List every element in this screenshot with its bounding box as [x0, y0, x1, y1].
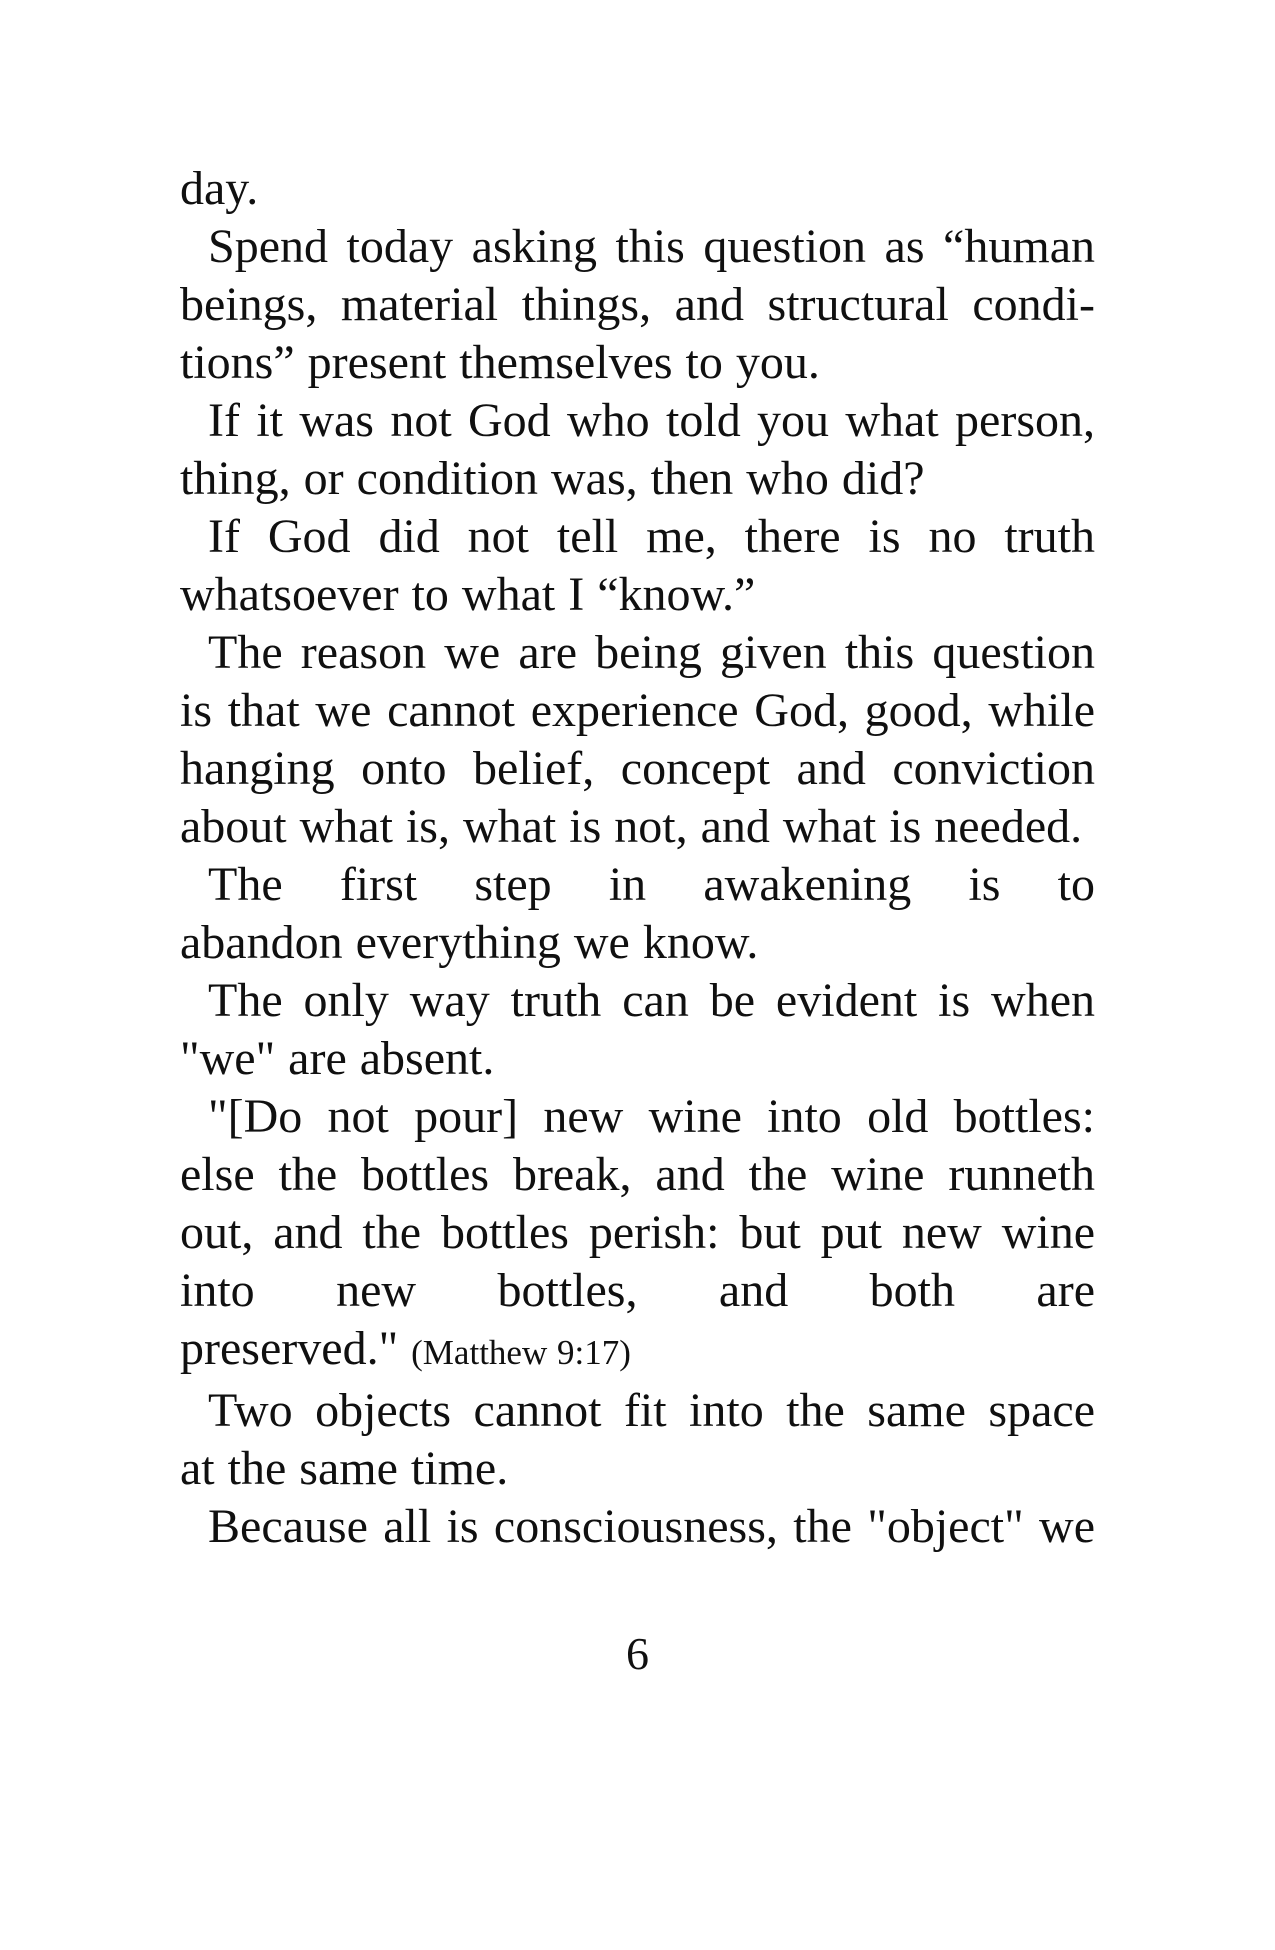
- text-line: hanging onto belief, concept and conviction: [180, 742, 1095, 795]
- text-line: Two objects cannot fit into the same space: [208, 1384, 1095, 1437]
- text-line: else the bottles break, and the wine runneth: [180, 1148, 1095, 1201]
- paragraph: [180, 160, 1095, 218]
- text-line: beings, material things, and structural condi-: [180, 278, 1095, 331]
- page-text-block: [180, 160, 1095, 1556]
- text-line: about what is, what is not, and what is needed.: [180, 800, 1083, 853]
- paragraph: [180, 856, 1095, 972]
- text-line: The reason we are being given this question: [208, 626, 1095, 679]
- text-line: tions” present themselves to you.: [180, 336, 820, 389]
- text-line: If God did not tell me, there is no truth: [208, 510, 1095, 563]
- text-line: at the same time.: [180, 1442, 509, 1495]
- text-line: day.: [180, 162, 259, 215]
- paragraph: [180, 624, 1095, 856]
- paragraph: [180, 1088, 1095, 1382]
- paragraph: [180, 392, 1095, 508]
- text-line: thing, or condition was, then who did?: [180, 452, 925, 505]
- text-line: preserved." (Matthew 9:17): [180, 1322, 631, 1375]
- text-line: abandon everything we know.: [180, 916, 759, 969]
- text-line: The first step in awakening is to: [208, 858, 1095, 911]
- text-line: into new bottles, and both are: [180, 1264, 1095, 1317]
- text-line: "we" are absent.: [180, 1032, 495, 1085]
- text-line: out, and the bottles perish: but put new wine: [180, 1206, 1095, 1259]
- scripture-citation: (Matthew 9:17): [411, 1333, 631, 1372]
- page-number: 6: [626, 1628, 649, 1679]
- text-line: Spend today asking this question as “human: [208, 220, 1095, 273]
- text-line: If it was not God who told you what person,: [208, 394, 1095, 447]
- text-line: is that we cannot experience God, good, while: [180, 684, 1095, 737]
- paragraph: [180, 1382, 1095, 1498]
- paragraph: [180, 508, 1095, 624]
- paragraph: [180, 218, 1095, 392]
- text-line: Because all is consciousness, the "object" we: [208, 1500, 1095, 1553]
- text-line: "[Do not pour] new wine into old bottles:: [208, 1090, 1095, 1143]
- text-line: whatsoever to what I “know.”: [180, 568, 756, 621]
- paragraph: [180, 1498, 1095, 1556]
- paragraph: [180, 972, 1095, 1088]
- text-line: The only way truth can be evident is when: [208, 974, 1095, 1027]
